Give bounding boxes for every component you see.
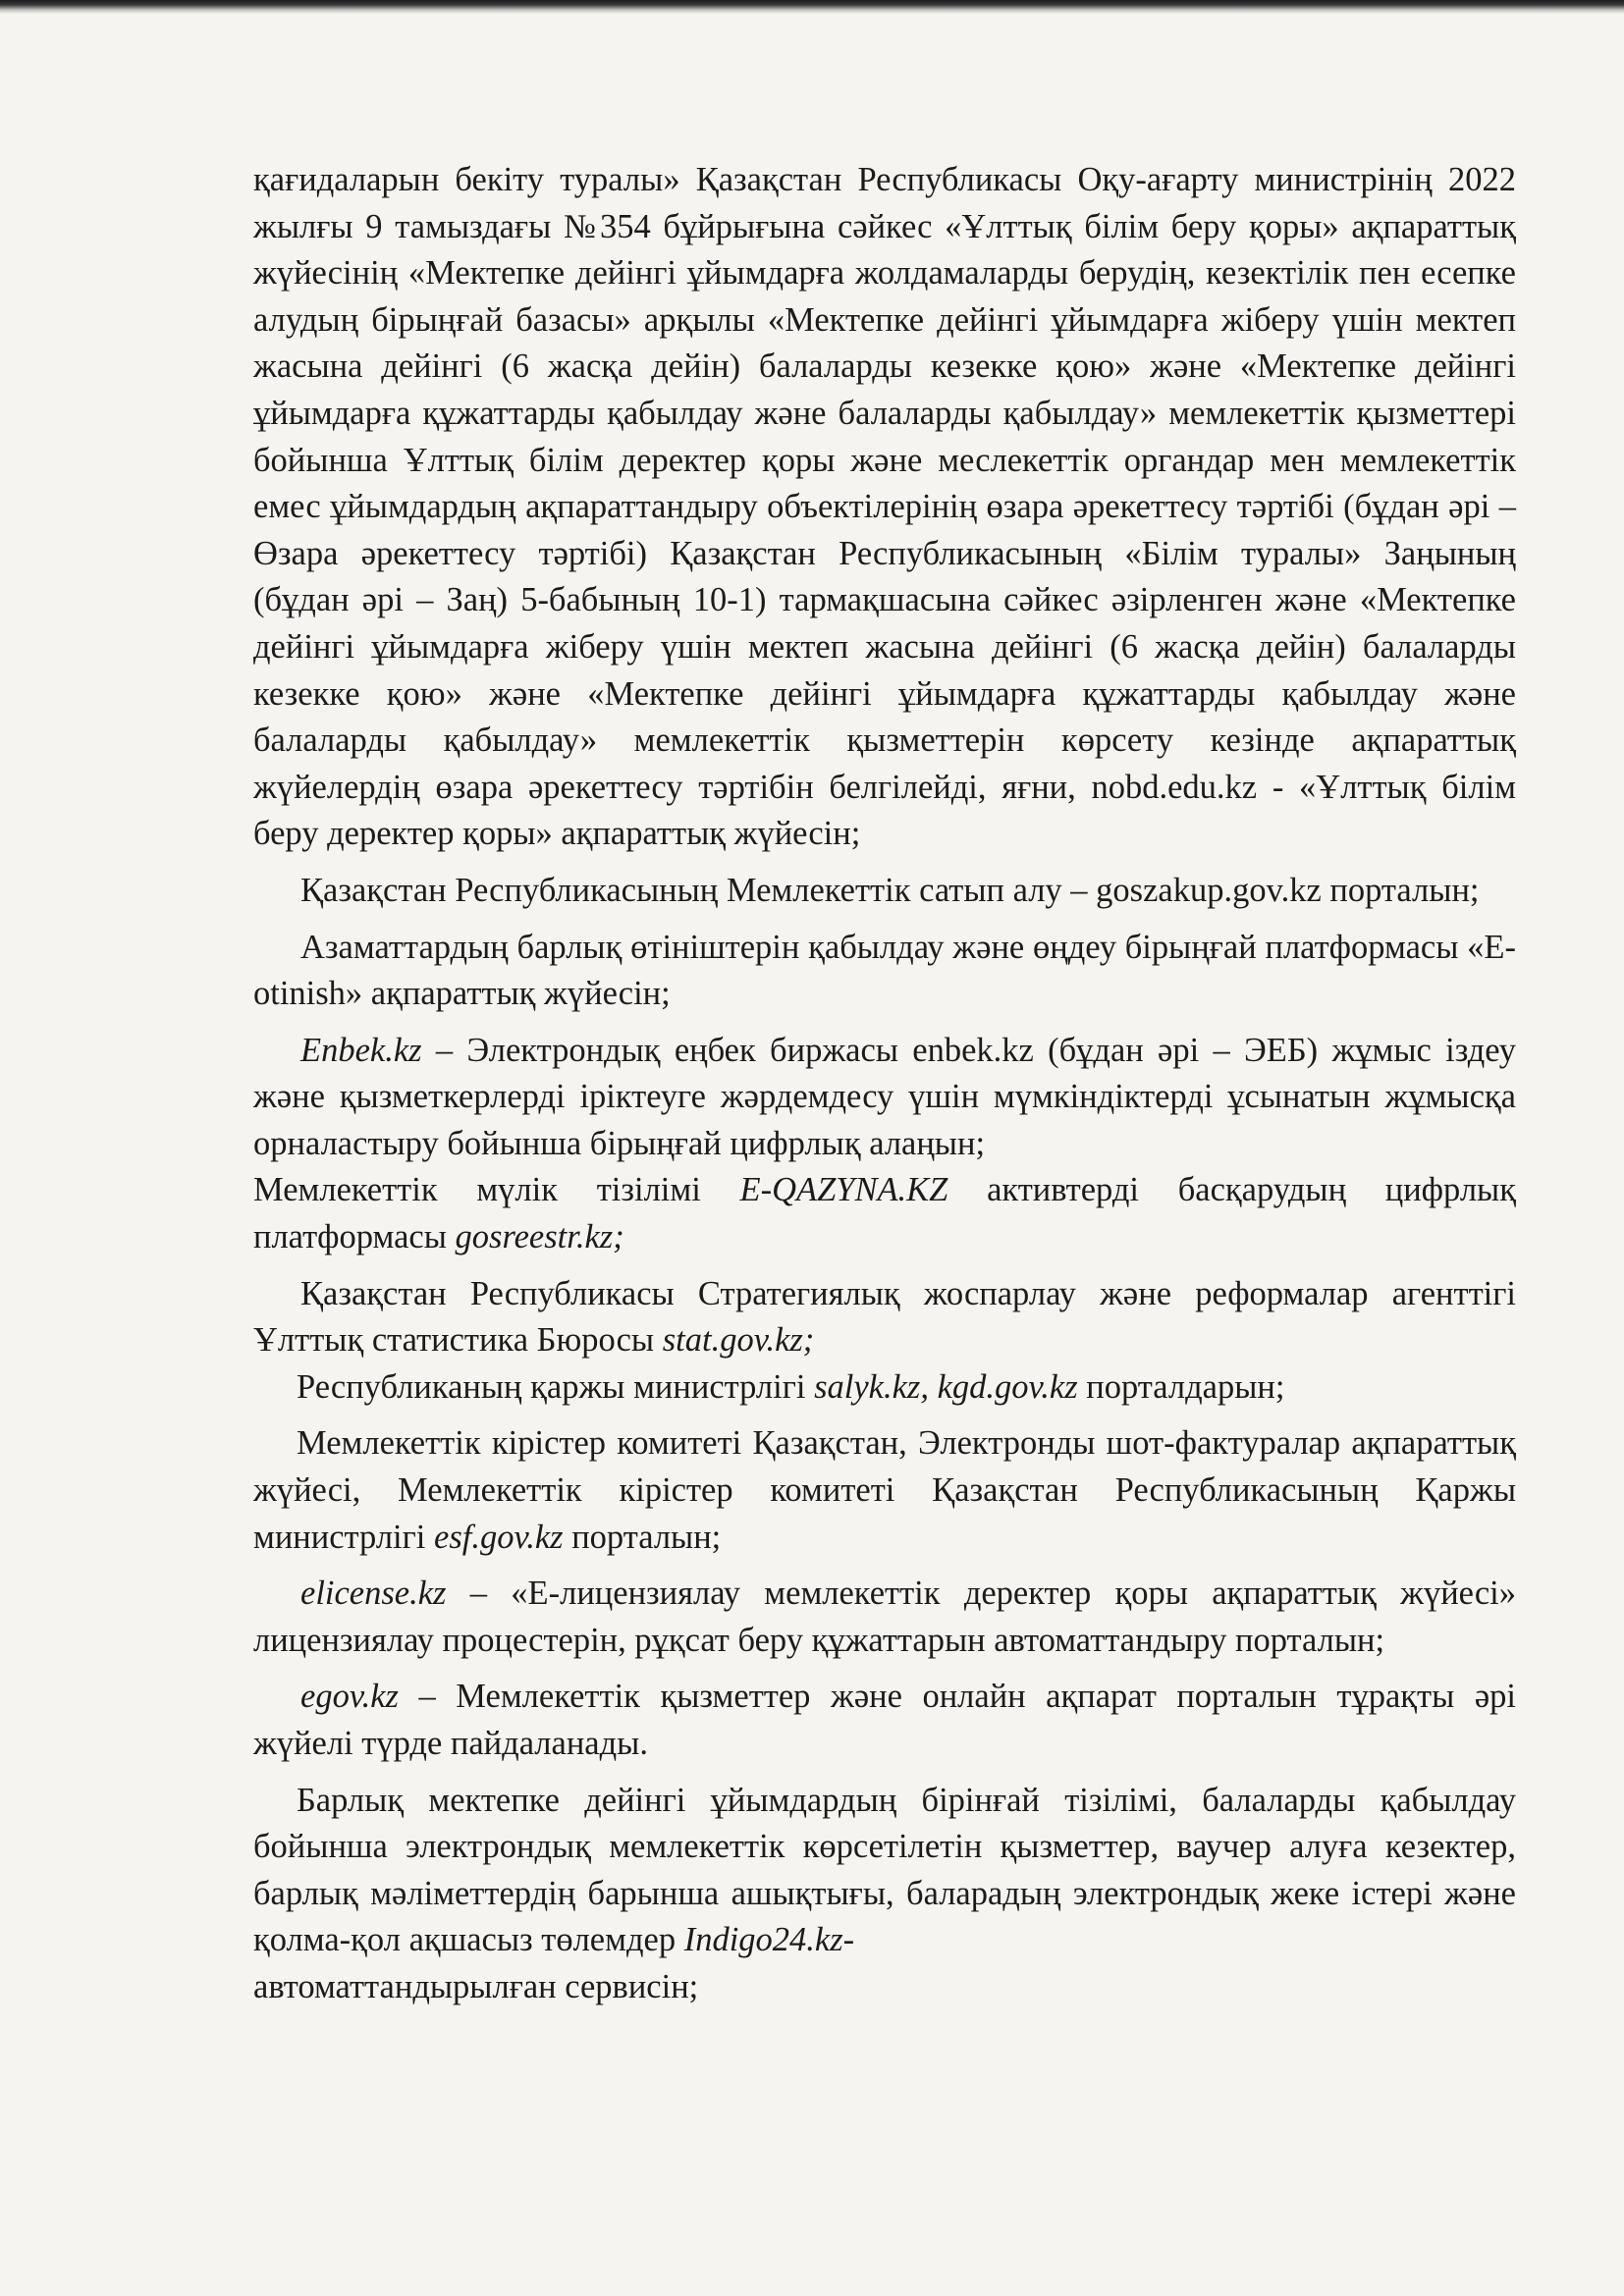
paragraph-text: – Электрондық еңбек биржасы enbek.kz (бұдан әрі – ЭЕБ) жұмыс іздеу және қызметкерлерді іріктеуге жәрдемдесу үшін мүмкіндіктерді ұсынатын жұмысқа орналастыру бойынша бірыңғай цифрлық алаңын; bbox=[253, 1031, 1516, 1162]
paragraph-2 bbox=[253, 868, 1516, 915]
site-name: esf.gov.kz bbox=[434, 1518, 564, 1556]
paragraph-text: Мемлекеттік кірістер комитеті Қазақстан, Электронды шот-фактуралар ақпараттық жүйесі, Мемлекеттік кірістер комитеті Қазақстан Республикасының Қаржы министрлігі bbox=[253, 1424, 1516, 1556]
paragraph-8 bbox=[253, 1420, 1516, 1561]
site-name: elicense.kz bbox=[300, 1575, 447, 1613]
paragraph-text: Қазақстан Республикасының Мемлекеттік сатып алу – goszakup.gov.kz порталын; bbox=[300, 871, 1480, 909]
paragraph-text: Азаматтардың барлық өтініштерін қабылдау және өңдеу бірыңғай платформасы «E-otinish» ақпараттық жүйесін; bbox=[253, 928, 1516, 1013]
paragraph-4 bbox=[253, 1028, 1516, 1168]
paragraph-text: – «Е-лицензиялау мемлекеттік деректер қоры ақпараттық жүйесі» лицензиялау процестерін, рұқсат беру құжаттарын автоматтандыру порталын; bbox=[253, 1575, 1516, 1659]
paragraph-text: порталын; bbox=[563, 1518, 722, 1556]
paragraph-10 bbox=[253, 1674, 1516, 1767]
site-name: Indigo24.kz- bbox=[683, 1921, 855, 1959]
paragraph-text: – Мемлекеттік қызметтер және онлайн ақпарат порталын тұрақты әрі жүйелі түрде пайдаланады. bbox=[253, 1678, 1516, 1762]
paragraph-text: Қазақстан Республикасы Стратегиялық жоспарлау және реформалар агенттігі Ұлттық статистика Бюросы bbox=[253, 1274, 1516, 1360]
site-name: Enbek.kz bbox=[300, 1031, 422, 1069]
paragraph-9 bbox=[253, 1571, 1516, 1664]
paragraph-text: порталдарын; bbox=[1077, 1367, 1285, 1406]
site-name: stat.gov.kz; bbox=[662, 1321, 815, 1360]
document-page bbox=[253, 157, 1516, 2011]
paragraph-text: активтерді басқарудың цифрлық платформасы bbox=[253, 1171, 1516, 1256]
paragraph-text: Барлық мектепке дейінгі ұйымдардың бірінғай тізілімі, балаларды қабылдау бойынша электрондық мемлекеттік көрсетілетін қызметтер, ваучер алуға кезектер, барлық мәліметтердің барынша ашықтығы, баларадың электрондық жеке істері және қолма-қол ақшасыз төлемдер bbox=[253, 1781, 1516, 1959]
site-name: E-QAZYNA.KZ bbox=[739, 1171, 948, 1209]
paragraph-1 bbox=[253, 157, 1516, 858]
paragraph-7 bbox=[253, 1364, 1516, 1412]
paragraph-11 bbox=[253, 1778, 1516, 2011]
paragraph-6 bbox=[253, 1271, 1516, 1364]
site-name: egov.kz bbox=[300, 1678, 399, 1716]
site-name: gosreestr.kz; bbox=[455, 1218, 624, 1256]
paragraph-text: Республиканың қаржы министрлігі bbox=[297, 1367, 815, 1406]
paragraph-text: Мемлекеттік мүлік тізілімі bbox=[253, 1171, 740, 1209]
paragraph-5 bbox=[253, 1167, 1516, 1260]
paragraph-text: қағидаларын бекіту туралы» Қазақстан Республикасы Оқу-ағарту министрінің 2022 жылғы 9 тамыздағы №354 бұйрығына сәйкес «Ұлттық білім беру қоры» ақпараттық жүйесінің «Мектепке дейінгі ұйымдарға жолдамаларды берудің, кезектілік пен есепке алудың бірыңғай базасы» арқылы «Мектепке дейінгі ұйымдарға жіберу үшін мектеп жасына дейінгі (6 жасқа дейін) балаларды кезекке қою» және «Мектепке дейінгі ұйымдарға құжаттарды қабылдау және балаларды қабылдау» мемлекеттік қызметтері бойынша Ұлттық білім деректер қоры және меслекеттік органдар мен мемлекеттік емес ұйымдардың ақпараттандыру объектілерінің өзара әрекеттесу тәртібі (бұдан әрі – Өзара әрекеттесу тәртібі) Қазақстан Республикасының «Білім туралы» Заңының (бұдан әрі – Заң) 5-бабының 10-1) тармақшасына сәйкес әзірленген және «Мектепке дейінгі ұйымдарға жіберу үшін мектеп жасына дейінгі (6 жасқа дейін) балаларды кезекке қою» және «Мектепке дейінгі ұйымдарға құжаттарды қабылдау және балаларды қабылдау» мемлекеттік қызметтерін көрсету кезінде ақпараттық жүйелердің өзара әрекеттесу тәртібін белгілейді, яғни, nobd.edu.kz - «Ұлттық білім беру деректер қоры» ақпараттық жүйесін; bbox=[253, 161, 1516, 853]
site-name: salyk.kz, kgd.gov.kz bbox=[814, 1367, 1078, 1406]
paragraph-text: автоматтандырылған сервисін; bbox=[253, 1967, 699, 2005]
paragraph-3 bbox=[253, 925, 1516, 1018]
scan-top-edge bbox=[0, 0, 1624, 14]
